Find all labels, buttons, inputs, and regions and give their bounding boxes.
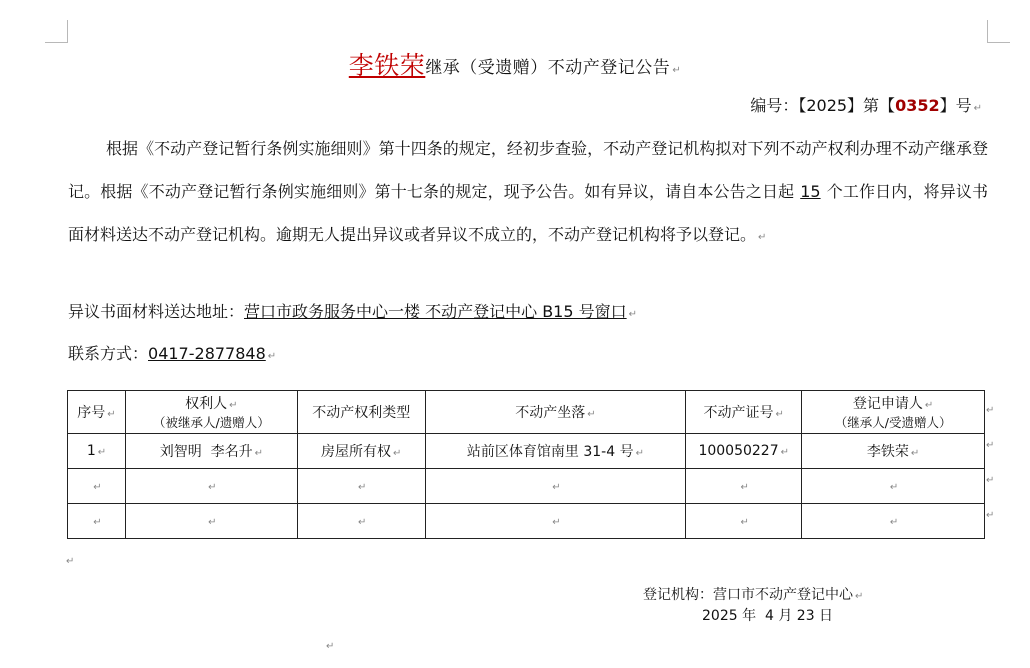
header-label: 不动产证号 (703, 405, 774, 421)
table-cell (297, 434, 425, 469)
header-right-type (297, 391, 425, 434)
cell-mark: ↵ (889, 517, 899, 528)
notice-number (750, 93, 982, 116)
cell-mark: ↵ (93, 482, 102, 493)
contact-label: 联系方式： (68, 344, 149, 363)
cell-mark: ↵ (587, 409, 596, 420)
table-cell (802, 469, 985, 504)
paragraph-mark: ↵ (855, 591, 864, 602)
table-cell (125, 504, 297, 539)
cell-mark: ↵ (780, 447, 789, 458)
table-row (68, 469, 985, 504)
cell-mark: ↵ (358, 517, 367, 528)
header-sublabel: （被继承人/遗赠人） (153, 415, 270, 430)
paragraph-mark: ↵ (326, 641, 335, 652)
cell-mark: ↵ (208, 517, 217, 528)
table-cell (297, 504, 425, 539)
paragraph-mark: ↵ (267, 351, 277, 362)
cell-mark: ↵ (889, 482, 899, 493)
cell-mark: ↵ (910, 448, 920, 459)
objection-address (68, 299, 637, 322)
cell-text: 李铁荣 (866, 444, 909, 460)
objection-days: 15 (800, 182, 821, 201)
table-cell (802, 434, 985, 469)
header-owner (125, 391, 297, 434)
cell-mark: ↵ (775, 409, 784, 420)
cell-text: 房屋所有权 (321, 444, 392, 460)
cell-mark: ↵ (924, 400, 934, 411)
contact-value: 0417-2877848 (148, 344, 266, 363)
address-value: 营口市政务服务中心一楼 不动产登记中心 B15 号窗口 (244, 302, 627, 321)
cell-text: 刘智明 李名升 (159, 444, 253, 460)
row-end-mark: ↵ (986, 475, 995, 486)
header-label: 序号 (77, 405, 106, 421)
header-location (425, 391, 686, 434)
cell-mark: ↵ (107, 409, 116, 420)
notice-title (0, 46, 1030, 82)
title-person-name: 李铁荣 (348, 51, 426, 80)
table-row (68, 504, 985, 539)
table-cell (297, 469, 425, 504)
cell-mark: ↵ (229, 400, 238, 411)
paragraph-mark: ↵ (628, 309, 638, 320)
table-cell (686, 434, 802, 469)
notice-date (702, 605, 833, 625)
title-text: 继承（受遗赠）不动产登记公告 (425, 58, 671, 78)
header-label: 登记申请人 (852, 396, 923, 412)
number-suffix: 】号 (939, 96, 972, 115)
paragraph-mark: ↵ (66, 556, 75, 567)
table-cell (802, 504, 985, 539)
page-corner-mark-top-left (45, 20, 68, 43)
table-cell (425, 469, 686, 504)
table-row (68, 434, 985, 469)
header-label: 不动产权利类型 (312, 405, 411, 421)
cell-mark: ↵ (740, 517, 749, 528)
table-cell (686, 504, 802, 539)
registration-org (643, 584, 863, 604)
cell-mark: ↵ (358, 482, 367, 493)
notice-body (68, 127, 988, 259)
row-end-mark: ↵ (986, 440, 995, 451)
number-prefix: 编号：【 (750, 96, 807, 115)
page-corner-mark-top-right (987, 20, 1010, 43)
paragraph-mark: ↵ (758, 232, 767, 243)
paragraph-mark: ↵ (973, 103, 982, 114)
header-cert-no (686, 391, 802, 434)
table-cell (425, 504, 686, 539)
cell-mark: ↵ (635, 448, 644, 459)
body-part1: 根据《不动产登记暂行条例实施细则》第十四条的规定，经初步查验，不动产登记机构拟对下列不动产权利办理不动产继承登记。根据《不动产登记暂行条例实施细则》第十七条的规定，现予公告。如有异议，请自本公告之日起 (68, 139, 988, 201)
body-part2: 个工作日内，将异议书面材料送达不动产登记机构。逾期无人提出异议或者异议不成立的，不动产登记机构将予以登记。 (68, 182, 988, 244)
header-label: 权利人 (185, 396, 228, 412)
number-mid: 】第【 (847, 96, 896, 115)
table-cell (425, 434, 686, 469)
cell-mark: ↵ (740, 482, 749, 493)
table-cell (125, 469, 297, 504)
header-label: 不动产坐落 (515, 405, 586, 421)
header-seq (68, 391, 126, 434)
cell-mark: ↵ (393, 448, 402, 459)
table-cell (68, 504, 126, 539)
cell-text: 100050227 (698, 443, 779, 459)
address-label: 异议书面材料送达地址： (68, 302, 245, 321)
number-year: 2025 (806, 96, 848, 115)
cell-text: 1 (86, 443, 96, 459)
header-applicant (802, 391, 985, 434)
row-end-mark: ↵ (986, 405, 995, 416)
registration-table (67, 390, 985, 539)
table-header-row (68, 391, 985, 434)
table-cell (68, 469, 126, 504)
cell-mark: ↵ (97, 447, 107, 458)
cell-mark: ↵ (552, 482, 561, 493)
date-text: 2025 年 4 月 23 日 (702, 608, 834, 624)
table-cell (125, 434, 297, 469)
cell-mark: ↵ (552, 517, 561, 528)
paragraph-mark: ↵ (672, 65, 682, 76)
number-sequence: 0352 (895, 96, 940, 115)
contact-info (68, 341, 276, 364)
row-end-mark: ↵ (986, 510, 995, 521)
org-text: 登记机构：营口市不动产登记中心 (643, 587, 853, 603)
cell-text: 站前区体育馆南里 31-4 号 (466, 444, 634, 460)
cell-mark: ↵ (93, 517, 102, 528)
cell-mark: ↵ (208, 482, 217, 493)
table-cell (68, 434, 126, 469)
table-cell (686, 469, 802, 504)
cell-mark: ↵ (254, 448, 264, 459)
header-sublabel: （继承人/受遗赠人） (834, 415, 952, 430)
